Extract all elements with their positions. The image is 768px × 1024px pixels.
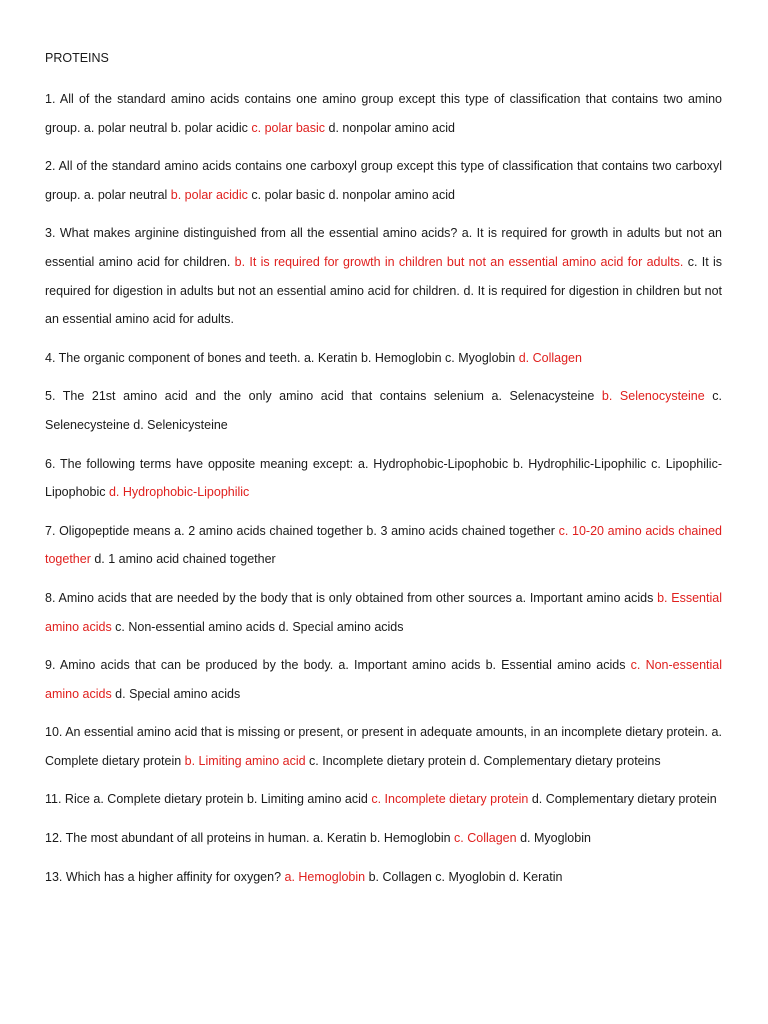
question-text: b. Collagen c. Myoglobin d. Keratin	[365, 869, 563, 884]
question-text: 11. Rice a. Complete dietary protein b. Limiting amino acid	[45, 792, 372, 807]
correct-answer: c. Non-essential amino acids	[45, 658, 723, 701]
question-text: c. It is required for digestion in adults but not an essential amino acid for children. d. It is required for digestion in children but not an essential amino acid for adults.	[45, 254, 722, 327]
correct-answer: d. Collagen	[518, 350, 582, 365]
correct-answer: c. 10-20 amino acids chained together	[45, 523, 722, 567]
question-text: c. Incomplete dietary protein d. Complementary dietary proteins	[305, 753, 661, 768]
question-7	[45, 517, 722, 574]
correct-answer: d. Hydrophobic-Lipophilic	[108, 485, 250, 500]
document-page	[45, 44, 722, 901]
question-13	[45, 863, 722, 892]
question-text: d. 1 amino acid chained together	[90, 552, 276, 567]
question-text: c. Non-essential amino acids d. Special amino acids	[111, 619, 404, 634]
question-1	[45, 85, 722, 142]
document-title: PROTEINS	[45, 51, 109, 65]
correct-answer: b. Essential amino acids	[45, 590, 722, 634]
correct-answer: b. polar acidic	[170, 187, 248, 202]
question-text: 10. An essential amino acid that is missing or present, or present in adequate amounts, in an incomplete dietary protein. a. Complete dietary protein	[45, 725, 722, 768]
question-12	[45, 824, 722, 853]
correct-answer: c. polar basic	[251, 120, 326, 135]
question-text: c. Selenecysteine d. Selenicysteine	[45, 389, 722, 432]
question-text: 13. Which has a higher affinity for oxygen?	[45, 869, 285, 884]
question-text: 8. Amino acids that are needed by the body that is only obtained from other sources a. Important amino acids	[45, 590, 658, 605]
correct-answer: b. Limiting amino acid	[184, 753, 306, 768]
correct-answer: a. Hemoglobin	[284, 869, 366, 884]
question-text: 7. Oligopeptide means a. 2 amino acids chained together b. 3 amino acids chained together	[45, 523, 559, 538]
question-5	[45, 382, 722, 439]
correct-answer: b. Selenocysteine	[601, 389, 705, 404]
question-text: d. Special amino acids	[111, 686, 241, 701]
question-text: c. polar basic d. nonpolar amino acid	[247, 187, 455, 202]
question-9	[45, 651, 722, 708]
question-text: 2. All of the standard amino acids contains one carboxyl group except this type of classification that contains two carboxyl group. a. polar neutral	[45, 159, 722, 202]
correct-answer: b. It is required for growth in children but not an essential amino acid for adults.	[234, 254, 684, 269]
question-text: 12. The most abundant of all proteins in human. a. Keratin b. Hemoglobin	[45, 831, 455, 846]
correct-answer: c. Incomplete dietary protein	[371, 792, 529, 807]
question-text: 6. The following terms have opposite meaning except: a. Hydrophobic-Lipophobic b. Hydrophilic-Lipophilic c. Lipophilic-Lipophobic	[45, 456, 722, 500]
question-text: 3. What makes arginine distinguished from all the essential amino acids? a. It is required for growth in adults but not an essential amino acid for children.	[45, 226, 722, 269]
question-10	[45, 718, 722, 775]
question-text: 9. Amino acids that can be produced by the body. a. Important amino acids b. Essential amino acids	[45, 658, 631, 673]
question-text: d. Complementary dietary protein	[528, 792, 717, 807]
question-6	[45, 450, 722, 507]
question-8	[45, 584, 722, 641]
question-2	[45, 152, 722, 209]
question-11	[45, 785, 722, 814]
question-text: 5. The 21st amino acid and the only amino acid that contains selenium a. Selenacysteine	[45, 389, 602, 404]
question-text: 4. The organic component of bones and teeth. a. Keratin b. Hemoglobin c. Myoglobin	[45, 350, 519, 365]
question-text: d. nonpolar amino acid	[325, 120, 455, 135]
question-text: d. Myoglobin	[516, 831, 591, 846]
question-3	[45, 219, 722, 333]
question-list	[45, 85, 722, 891]
question-text: 1. All of the standard amino acids contains one amino group except this type of classification that contains two amino group. a. polar neutral b. polar acidic	[45, 92, 722, 135]
question-4	[45, 344, 722, 373]
correct-answer: c. Collagen	[454, 831, 517, 846]
